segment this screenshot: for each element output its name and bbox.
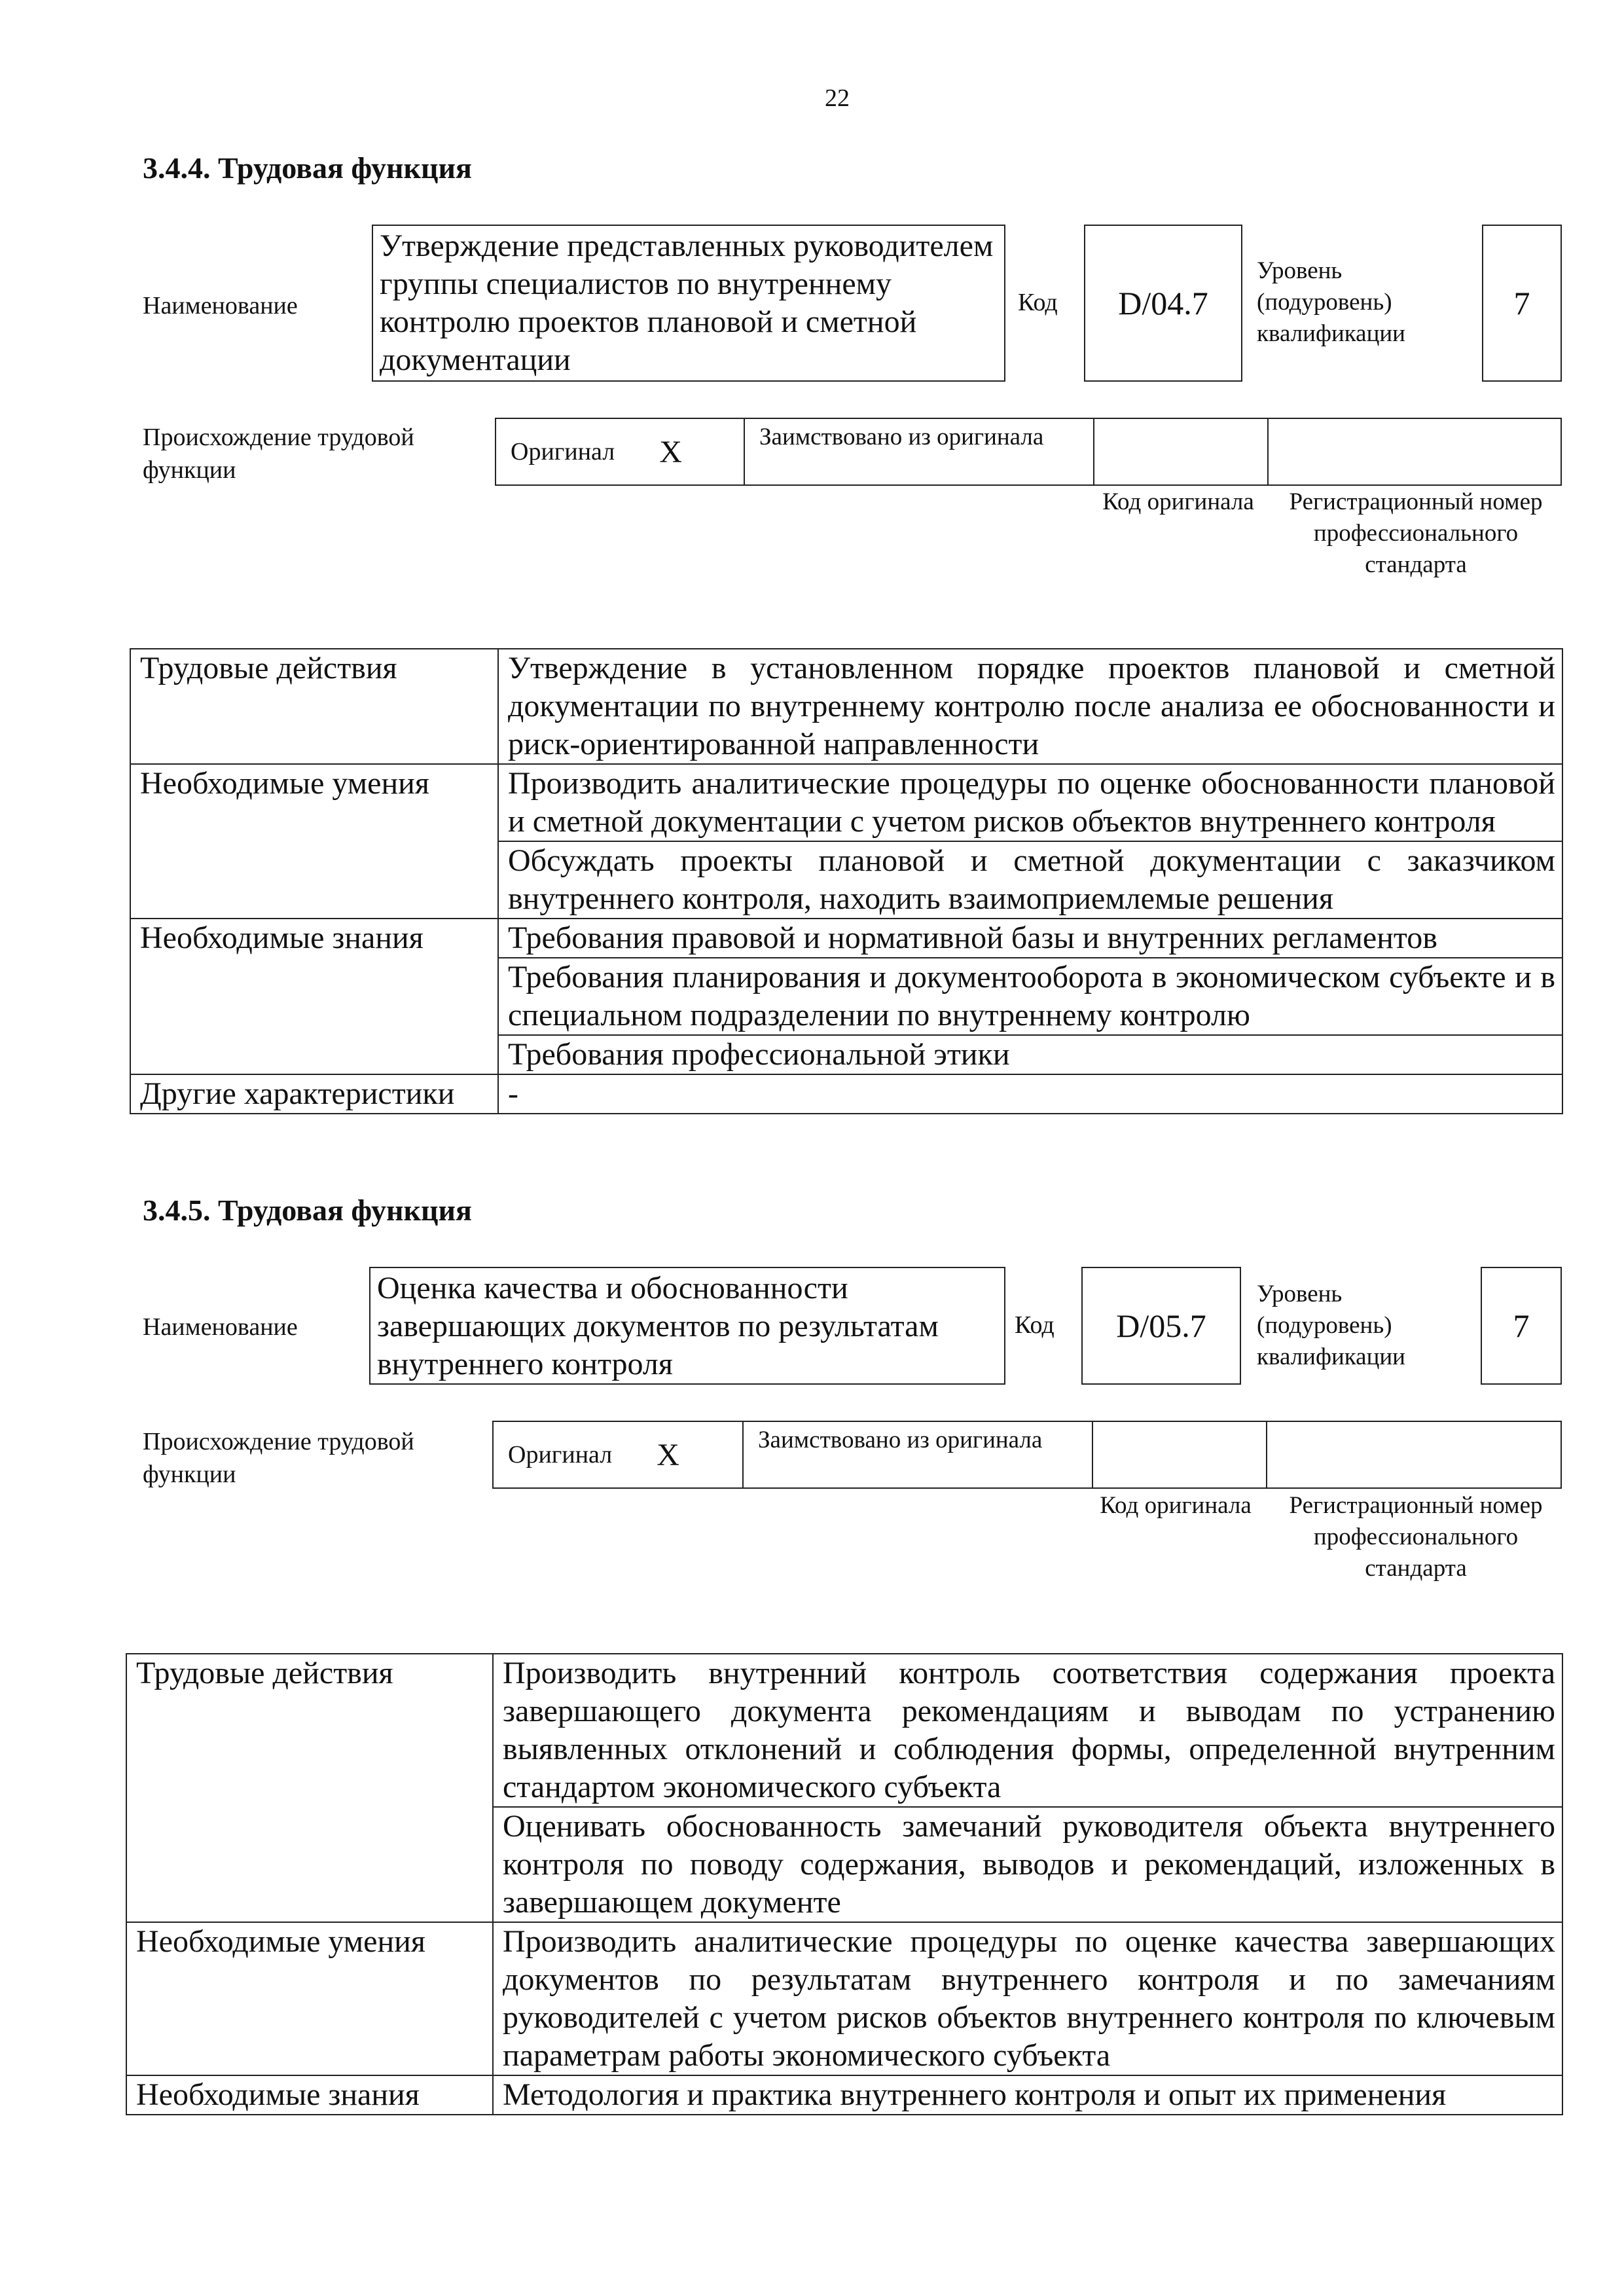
row-value: Обсуждать проекты плановой и сметной документации с заказчиком внутреннего контроля, находить взаимоприемлемые решения bbox=[498, 841, 1562, 919]
name-label: Наименование bbox=[143, 292, 298, 319]
row-value: Методология и практика внутреннего контроля и опыт их применения bbox=[493, 2075, 1562, 2115]
original-cell bbox=[496, 419, 745, 484]
table-row bbox=[126, 2075, 1562, 2115]
reg-number-cell bbox=[1267, 1422, 1561, 1487]
borrowed-cell bbox=[745, 419, 1094, 484]
row-value: Требования профессиональной этики bbox=[498, 1035, 1562, 1074]
reg-number-label: Регистрационный номер профессионального стандарта bbox=[1289, 1492, 1543, 1582]
row-value: Производить внутренний контроль соответствия содержания проекта завершающего документа рекомендациям и выводам по устранению выявленных отклонений и соблюдения формы, определенной внутренним стандартом экономического субъекта bbox=[493, 1654, 1562, 1807]
origin-label: Происхождение трудовой функции bbox=[143, 1428, 414, 1488]
row-value: Требования правовой и нормативной базы и внутренних регламентов bbox=[498, 919, 1562, 958]
row-value: Оценивать обоснованность замечаний руководителя объекта внутреннего контроля по поводу содержания, выводов и рекомендаций, изложенных в завершающем документе bbox=[493, 1807, 1562, 1922]
table-row bbox=[130, 919, 1562, 958]
level-label: Уровень (подуровень) квалификации bbox=[1257, 257, 1405, 347]
row-value: - bbox=[498, 1074, 1562, 1114]
reg-number-cell bbox=[1269, 419, 1561, 484]
reg-number-label: Регистрационный номер профессионального стандарта bbox=[1289, 488, 1543, 578]
row-value: Требования планирования и документооборота в экономическом субъекте и в специальном подразделении по внутреннему контролю bbox=[498, 958, 1562, 1035]
function-name-box bbox=[372, 225, 1005, 382]
row-label: Необходимые знания bbox=[126, 2075, 493, 2115]
borrowed-label: Заимствовано из оригинала bbox=[758, 1427, 1043, 1453]
original-mark: X bbox=[659, 434, 682, 469]
section-title: 3.4.4. Трудовая функция bbox=[143, 151, 472, 185]
code-original-label: Код оригинала bbox=[1102, 488, 1254, 515]
section-title: 3.4.5. Трудовая функция bbox=[143, 1194, 472, 1227]
origin-row bbox=[492, 1421, 1562, 1489]
table-row bbox=[130, 1074, 1562, 1114]
original-label: Оригинал bbox=[508, 1441, 613, 1468]
name-label: Наименование bbox=[143, 1313, 298, 1341]
row-value: Производить аналитические процедуры по оценке обоснованности плановой и сметной документации с учетом рисков объектов внутреннего контроля bbox=[498, 764, 1562, 841]
code-label: Код bbox=[1018, 289, 1058, 316]
original-mark: X bbox=[657, 1437, 679, 1472]
original-label: Оригинал bbox=[511, 438, 615, 465]
function-details-table bbox=[130, 648, 1563, 1114]
code-value-box bbox=[1081, 1267, 1241, 1385]
row-label: Необходимые знания bbox=[130, 919, 498, 1074]
code-original-label: Код оригинала bbox=[1100, 1492, 1252, 1519]
row-label: Трудовые действия bbox=[130, 649, 498, 764]
row-label: Необходимые умения bbox=[130, 764, 498, 919]
code-original-cell bbox=[1093, 1422, 1267, 1487]
code-label: Код bbox=[1015, 1311, 1055, 1339]
original-cell bbox=[494, 1422, 744, 1487]
code-value: D/05.7 bbox=[1116, 1307, 1206, 1344]
level-value-box bbox=[1482, 225, 1562, 382]
function-name-value: Утверждение представленных руководителем группы специалистов по внутреннему контролю проектов плановой и сметной документации bbox=[380, 228, 994, 377]
level-value: 7 bbox=[1513, 1307, 1530, 1344]
page-number: 22 bbox=[825, 84, 850, 112]
origin-label: Происхождение трудовой функции bbox=[143, 424, 414, 484]
level-label: Уровень (подуровень) квалификации bbox=[1257, 1281, 1405, 1370]
table-row bbox=[126, 1654, 1562, 1807]
table-row bbox=[130, 764, 1562, 841]
row-label: Другие характеристики bbox=[130, 1074, 498, 1114]
borrowed-label: Заимствовано из оригинала bbox=[759, 424, 1044, 450]
function-details-table bbox=[126, 1653, 1563, 2115]
row-value: Производить аналитические процедуры по оценке качества завершающих документов по результатам внутреннего контроля и по замечаниям руководителей с учетом рисков объектов внутреннего контроля по ключевым параметрам работы экономического субъекта bbox=[493, 1922, 1562, 2075]
table-row bbox=[130, 649, 1562, 764]
code-value-box bbox=[1084, 225, 1242, 382]
function-name-box bbox=[369, 1267, 1005, 1385]
borrowed-cell bbox=[744, 1422, 1093, 1487]
row-value: Утверждение в установленном порядке проектов плановой и сметной документации по внутреннему контролю после анализа ее обоснованности и риск-ориентированной направленности bbox=[498, 649, 1562, 764]
code-original-cell bbox=[1094, 419, 1269, 484]
code-value: D/04.7 bbox=[1118, 285, 1208, 321]
level-value: 7 bbox=[1513, 285, 1530, 321]
origin-row bbox=[495, 418, 1562, 486]
table-row bbox=[126, 1922, 1562, 2075]
row-label: Трудовые действия bbox=[126, 1654, 493, 1922]
level-value-box bbox=[1481, 1267, 1562, 1385]
row-label: Необходимые умения bbox=[126, 1922, 493, 2075]
function-name-value: Оценка качества и обоснованности завершающих документов по результатам внутреннего контроля bbox=[377, 1271, 939, 1381]
